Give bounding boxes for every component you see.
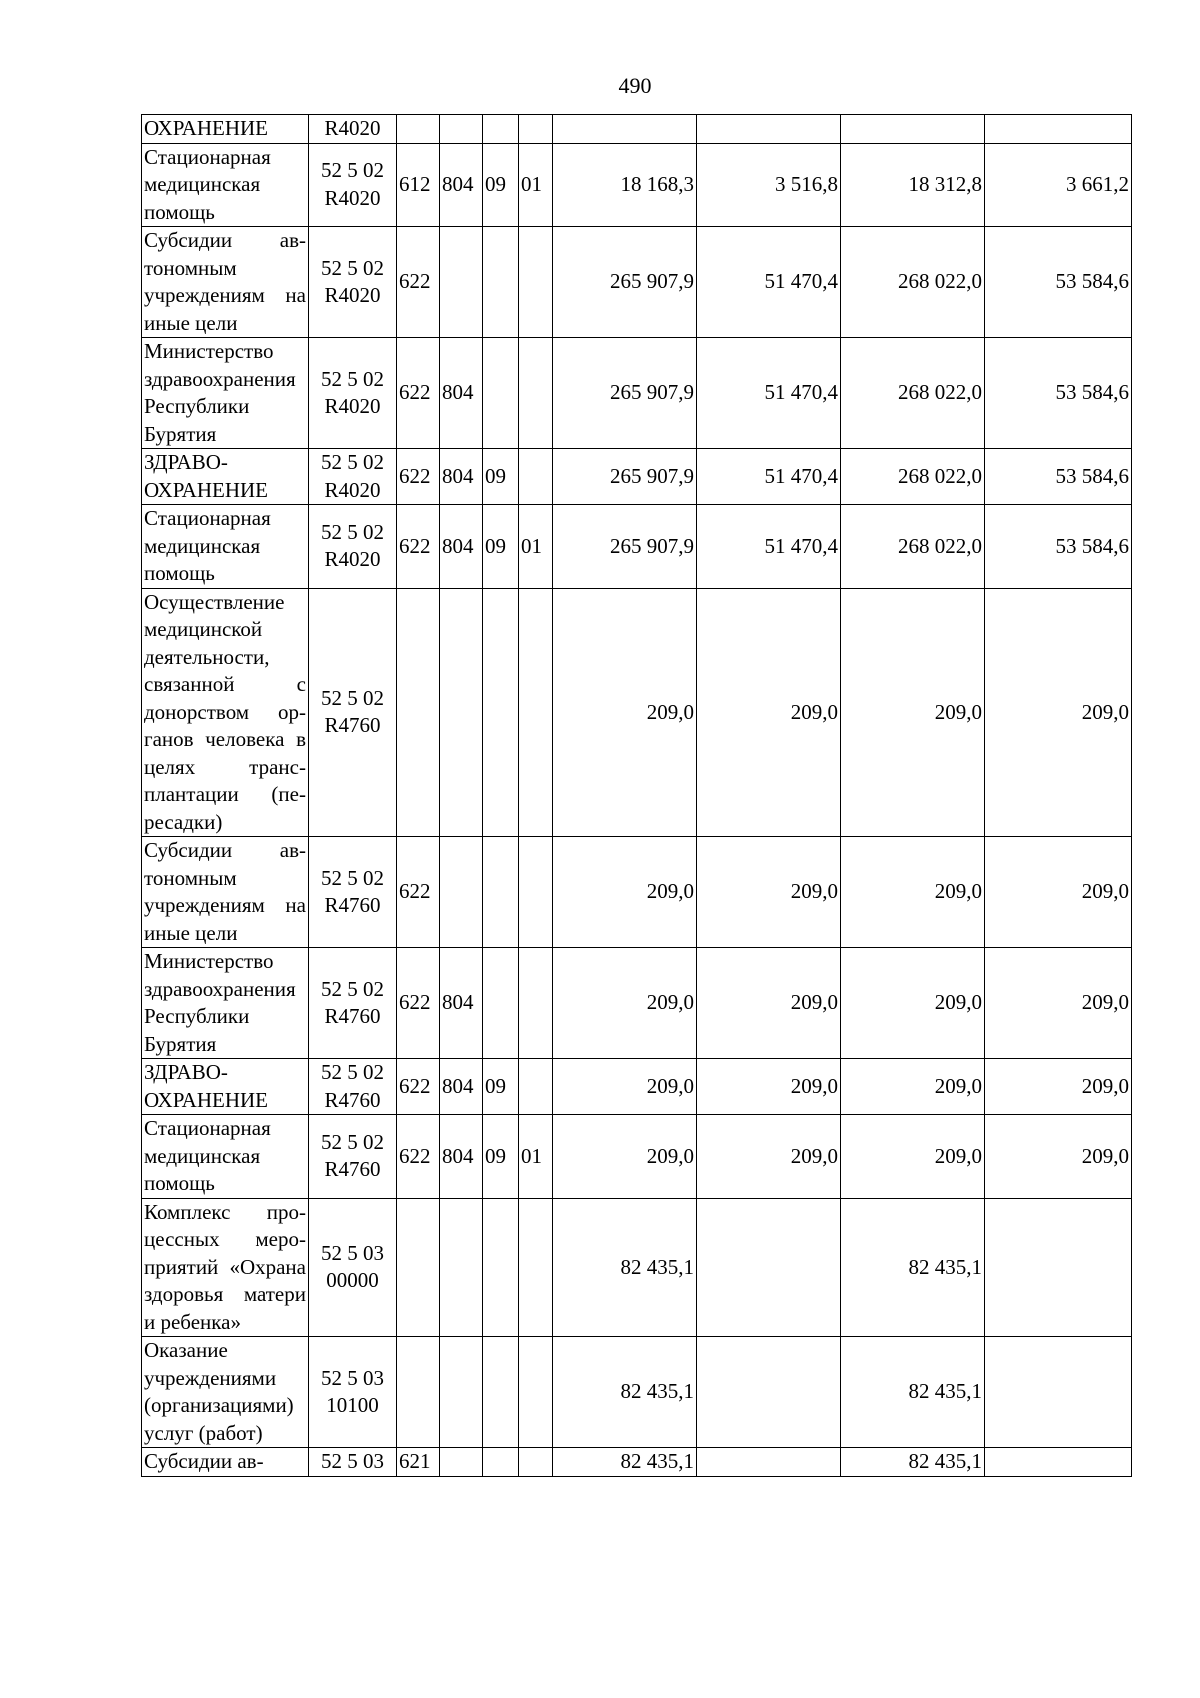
amount-col-1: 209,0 (553, 948, 697, 1059)
table-row (142, 1198, 1132, 1337)
grbs-code (440, 1337, 483, 1448)
amount-col-2: 209,0 (697, 948, 841, 1059)
item-name: ОХРАНЕНИЕ (142, 115, 309, 144)
amount-col-2 (697, 1337, 841, 1448)
amount-col-3: 82 435,1 (841, 1337, 985, 1448)
section-code (483, 1448, 519, 1477)
amount-col-3: 268 022,0 (841, 227, 985, 338)
amount-col-3: 209,0 (841, 1059, 985, 1115)
amount-col-3 (841, 115, 985, 144)
item-name: Министерство здравоохранения Республики Бурятия (142, 338, 309, 449)
amount-col-3: 268 022,0 (841, 449, 985, 505)
grbs-code: 804 (440, 1115, 483, 1199)
target-article-code: 52 5 02 R4020 (309, 505, 397, 589)
budget-table (141, 114, 1132, 1477)
expense-type-code (397, 588, 440, 837)
amount-col-4: 53 584,6 (985, 338, 1132, 449)
amount-col-2: 51 470,4 (697, 505, 841, 589)
amount-col-4: 53 584,6 (985, 449, 1132, 505)
amount-col-4: 209,0 (985, 837, 1132, 948)
amount-col-3: 209,0 (841, 837, 985, 948)
expense-type-code: 621 (397, 1448, 440, 1477)
amount-col-3: 268 022,0 (841, 338, 985, 449)
expense-type-code: 622 (397, 1115, 440, 1199)
amount-col-1: 265 907,9 (553, 227, 697, 338)
amount-col-1: 209,0 (553, 837, 697, 948)
section-code (483, 227, 519, 338)
amount-col-4: 53 584,6 (985, 227, 1132, 338)
amount-col-4 (985, 1198, 1132, 1337)
section-code (483, 948, 519, 1059)
grbs-code: 804 (440, 505, 483, 589)
amount-col-1: 209,0 (553, 588, 697, 837)
item-name: Субсидии автономным учреждениям на иные цели (142, 227, 309, 338)
target-article-code: 52 5 02 R4760 (309, 948, 397, 1059)
expense-type-code: 612 (397, 143, 440, 227)
amount-col-4: 209,0 (985, 1115, 1132, 1199)
section-code: 09 (483, 143, 519, 227)
amount-col-3: 209,0 (841, 948, 985, 1059)
target-article-code: 52 5 02 R4760 (309, 837, 397, 948)
subsection-code: 01 (519, 143, 553, 227)
section-code (483, 837, 519, 948)
expense-type-code (397, 1337, 440, 1448)
item-name: ЗДРАВООХРАНЕНИЕ (142, 449, 309, 505)
amount-col-1: 209,0 (553, 1059, 697, 1115)
grbs-code (440, 588, 483, 837)
table-row (142, 948, 1132, 1059)
target-article-code: 52 5 02 R4760 (309, 1115, 397, 1199)
expense-type-code (397, 1198, 440, 1337)
expense-type-code: 622 (397, 338, 440, 449)
subsection-code (519, 1448, 553, 1477)
table-row (142, 588, 1132, 837)
item-name: Субсидии автономным учреждениям на иные цели (142, 837, 309, 948)
amount-col-1: 265 907,9 (553, 505, 697, 589)
section-code (483, 1198, 519, 1337)
section-code (483, 338, 519, 449)
amount-col-2 (697, 115, 841, 144)
subsection-code (519, 1337, 553, 1448)
amount-col-4 (985, 1448, 1132, 1477)
target-article-code: 52 5 02 R4760 (309, 588, 397, 837)
amount-col-2: 51 470,4 (697, 449, 841, 505)
amount-col-1 (553, 115, 697, 144)
target-article-code: 52 5 02 R4020 (309, 227, 397, 338)
expense-type-code: 622 (397, 227, 440, 338)
item-name: Осуществление медицинской деятельности, связанной с донорством органов человека в целях трансплантации (пересадки) (142, 588, 309, 837)
section-code (483, 588, 519, 837)
item-name: Стационарная медицинская помощь (142, 143, 309, 227)
section-code: 09 (483, 1059, 519, 1115)
expense-type-code: 622 (397, 1059, 440, 1115)
table-row (142, 338, 1132, 449)
amount-col-2: 209,0 (697, 837, 841, 948)
table-row (142, 115, 1132, 144)
target-article-code: 52 5 02 R4020 (309, 338, 397, 449)
amount-col-2 (697, 1448, 841, 1477)
item-name: Оказание учреждениями (организациями) услуг (работ) (142, 1337, 309, 1448)
table-row (142, 837, 1132, 948)
amount-col-3: 18 312,8 (841, 143, 985, 227)
subsection-code (519, 588, 553, 837)
subsection-code (519, 1198, 553, 1337)
target-article-code: 52 5 02 R4020 (309, 143, 397, 227)
item-name: Субсидии ав- (142, 1448, 309, 1477)
amount-col-3: 82 435,1 (841, 1198, 985, 1337)
amount-col-1: 18 168,3 (553, 143, 697, 227)
amount-col-2: 51 470,4 (697, 338, 841, 449)
section-code: 09 (483, 449, 519, 505)
table-row (142, 143, 1132, 227)
subsection-code (519, 338, 553, 449)
grbs-code: 804 (440, 948, 483, 1059)
amount-col-3: 268 022,0 (841, 505, 985, 589)
amount-col-4: 209,0 (985, 588, 1132, 837)
section-code (483, 115, 519, 144)
amount-col-4: 209,0 (985, 948, 1132, 1059)
table-row (142, 1448, 1132, 1477)
amount-col-2: 51 470,4 (697, 227, 841, 338)
subsection-code (519, 227, 553, 338)
amount-col-4: 209,0 (985, 1059, 1132, 1115)
item-name: Стационарная медицинская помощь (142, 1115, 309, 1199)
expense-type-code (397, 115, 440, 144)
amount-col-2 (697, 1198, 841, 1337)
grbs-code: 804 (440, 338, 483, 449)
expense-type-code: 622 (397, 837, 440, 948)
grbs-code: 804 (440, 1059, 483, 1115)
expense-type-code: 622 (397, 505, 440, 589)
item-name: Стационарная медицинская помощь (142, 505, 309, 589)
amount-col-1: 82 435,1 (553, 1198, 697, 1337)
grbs-code (440, 1198, 483, 1337)
target-article-code: 52 5 02 R4020 (309, 449, 397, 505)
subsection-code (519, 1059, 553, 1115)
grbs-code (440, 837, 483, 948)
amount-col-4: 53 584,6 (985, 505, 1132, 589)
amount-col-1: 82 435,1 (553, 1448, 697, 1477)
subsection-code: 01 (519, 505, 553, 589)
amount-col-3: 209,0 (841, 1115, 985, 1199)
amount-col-3: 209,0 (841, 588, 985, 837)
grbs-code (440, 227, 483, 338)
expense-type-code: 622 (397, 948, 440, 1059)
subsection-code (519, 948, 553, 1059)
target-article-code: 52 5 03 (309, 1448, 397, 1477)
target-article-code: 52 5 03 00000 (309, 1198, 397, 1337)
amount-col-4 (985, 115, 1132, 144)
amount-col-2: 209,0 (697, 1059, 841, 1115)
expense-type-code: 622 (397, 449, 440, 505)
section-code: 09 (483, 1115, 519, 1199)
amount-col-2: 3 516,8 (697, 143, 841, 227)
page-number: 490 (618, 73, 652, 98)
amount-col-1: 265 907,9 (553, 449, 697, 505)
item-name: Министерство здравоохранения Республики Бурятия (142, 948, 309, 1059)
grbs-code (440, 1448, 483, 1477)
amount-col-4 (985, 1337, 1132, 1448)
item-name: ЗДРАВООХРАНЕНИЕ (142, 1059, 309, 1115)
amount-col-4: 3 661,2 (985, 143, 1132, 227)
section-code (483, 1337, 519, 1448)
target-article-code: R4020 (309, 115, 397, 144)
target-article-code: 52 5 02 R4760 (309, 1059, 397, 1115)
amount-col-2: 209,0 (697, 588, 841, 837)
amount-col-3: 82 435,1 (841, 1448, 985, 1477)
subsection-code: 01 (519, 1115, 553, 1199)
amount-col-1: 82 435,1 (553, 1337, 697, 1448)
amount-col-1: 209,0 (553, 1115, 697, 1199)
grbs-code: 804 (440, 143, 483, 227)
subsection-code (519, 115, 553, 144)
table-row (142, 1059, 1132, 1115)
section-code: 09 (483, 505, 519, 589)
table-row (142, 1115, 1132, 1199)
subsection-code (519, 837, 553, 948)
table-row (142, 505, 1132, 589)
grbs-code: 804 (440, 449, 483, 505)
target-article-code: 52 5 03 10100 (309, 1337, 397, 1448)
table-row (142, 1337, 1132, 1448)
item-name: Комплекс процессных мероприятий «Охрана здоровья матери и ребенка» (142, 1198, 309, 1337)
amount-col-1: 265 907,9 (553, 338, 697, 449)
table-row (142, 227, 1132, 338)
amount-col-2: 209,0 (697, 1115, 841, 1199)
subsection-code (519, 449, 553, 505)
grbs-code (440, 115, 483, 144)
table-row (142, 449, 1132, 505)
